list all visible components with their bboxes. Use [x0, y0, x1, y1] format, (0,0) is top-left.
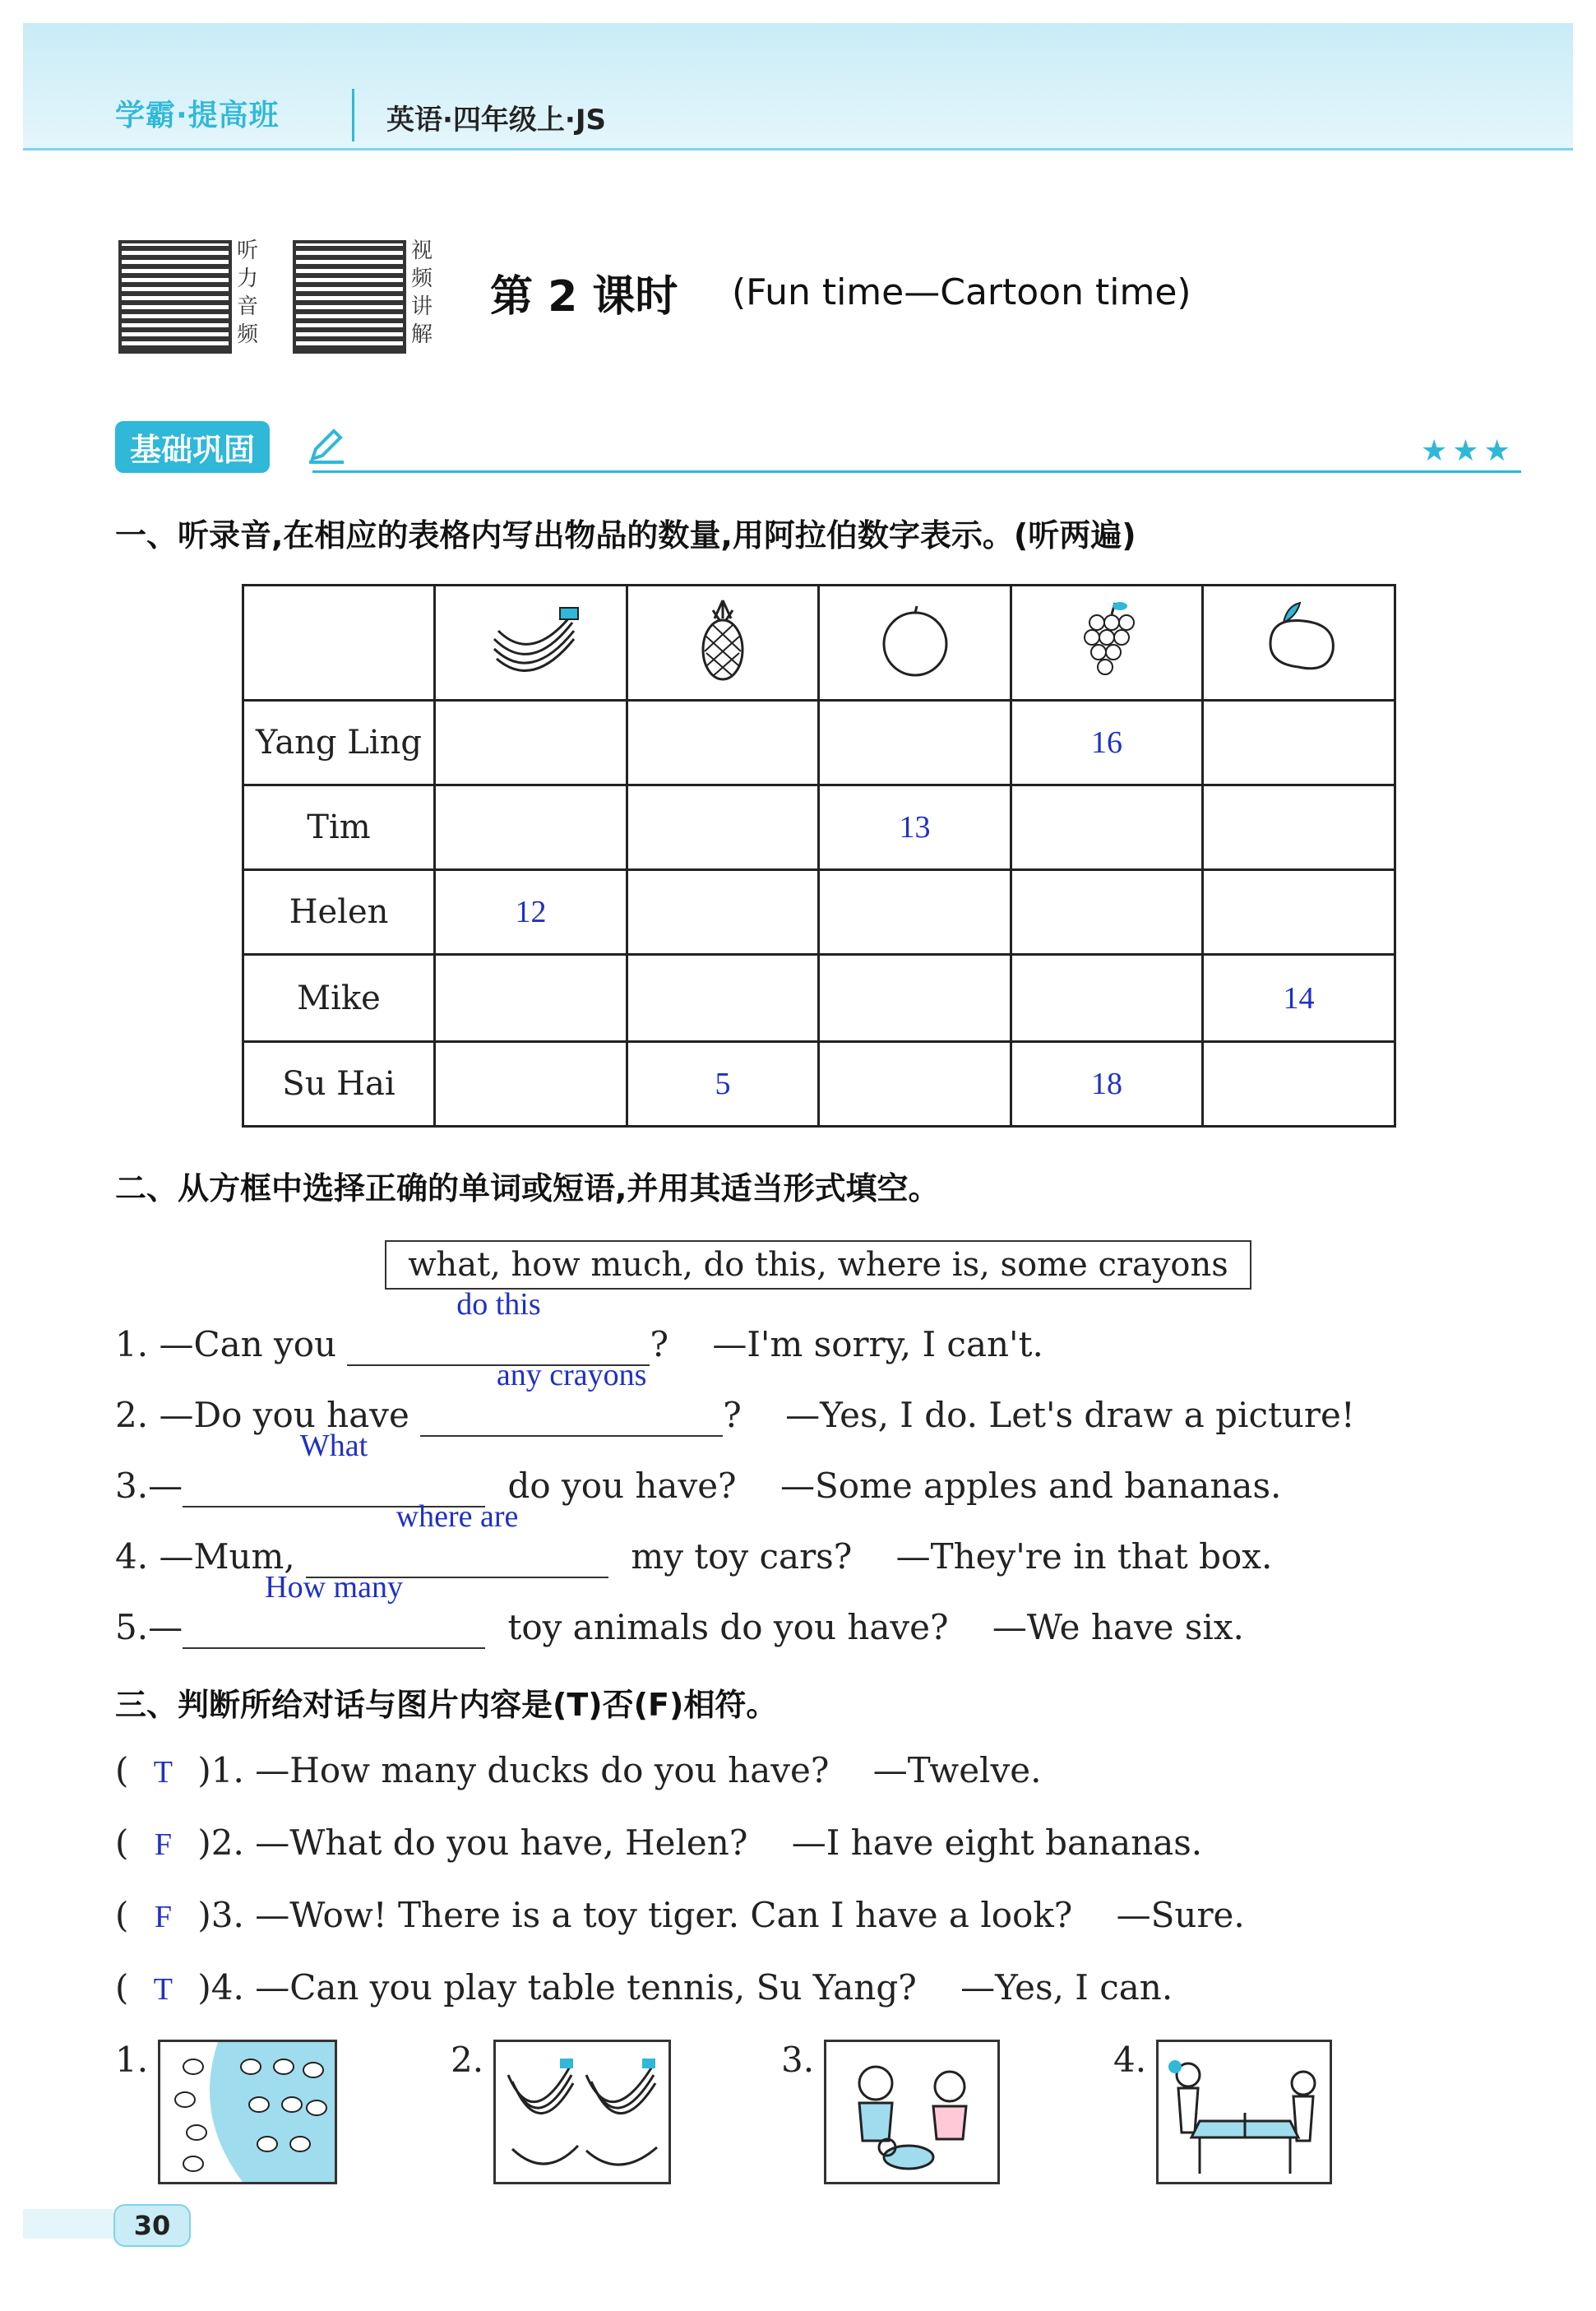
item-prompt: — — [148, 1607, 183, 1647]
answer-text: where are — [396, 1499, 519, 1534]
answer-cell[interactable]: 16 — [1011, 701, 1203, 785]
picture-number: 3. — [781, 2040, 815, 2080]
item-question: —Wow! There is a toy tiger. Can I have a look? — [255, 1895, 1073, 1935]
row-name: Mike — [243, 955, 435, 1042]
page-number: 30 — [113, 2204, 191, 2247]
answer-cell[interactable] — [819, 1042, 1011, 1127]
grapes-icon — [1074, 598, 1140, 680]
brand-logo: 学霸·提高班 — [115, 99, 280, 132]
table-row — [243, 1042, 1395, 1127]
column-bananas — [435, 586, 627, 701]
q3-heading: 三、判断所给对话与图片内容是(T)否(F)相符。 — [115, 1687, 778, 1723]
judge-answer[interactable]: T — [153, 1755, 173, 1790]
answer-cell[interactable] — [627, 955, 819, 1042]
column-mango — [1203, 586, 1395, 701]
item-suffix: my toy cars? — [631, 1536, 853, 1577]
qr-label-video: 视频讲解 — [411, 239, 433, 347]
lesson-subtitle: (Fun time—Cartoon time) — [732, 271, 1191, 313]
table-row — [243, 785, 1395, 870]
q3-item-2: ( F )2. —What do you have, Helen? —I have eight bananas. — [115, 1822, 1203, 1863]
answer-cell[interactable] — [1203, 701, 1395, 785]
row-name: Yang Ling — [243, 701, 435, 785]
ducks-illustration — [160, 2042, 335, 2182]
item-number: )1. — [197, 1750, 244, 1790]
item-number: 3. — [115, 1466, 149, 1506]
item-reply: —Twelve. — [872, 1750, 1042, 1790]
q2-heading: 二、从方框中选择正确的单词或短语,并用其适当形式填空。 — [115, 1170, 940, 1206]
item-reply: —We have six. — [992, 1607, 1244, 1647]
q2-item-5 — [115, 1570, 1244, 1649]
item-number: 2. — [115, 1395, 149, 1435]
column-orange — [819, 586, 1011, 701]
judge-answer[interactable]: T — [153, 1972, 173, 2007]
answer-cell[interactable]: 5 — [627, 1042, 819, 1127]
answer-cell[interactable] — [627, 785, 819, 870]
q3-item-1: ( T )1. —How many ducks do you have? —Twelve. — [115, 1750, 1042, 1790]
q1-heading: 一、听录音,在相应的表格内写出物品的数量,用阿拉伯数字表示。(听两遍) — [115, 517, 1136, 553]
picture-toy-tiger — [824, 2040, 1000, 2184]
row-name: Su Hai — [243, 1042, 435, 1127]
section-banner: 基础巩固 — [115, 421, 270, 473]
picture-table-tennis — [1156, 2040, 1332, 2184]
item-question: —How many ducks do you have? — [255, 1750, 830, 1790]
table-row — [243, 955, 1395, 1042]
item-number: )2. — [197, 1822, 244, 1863]
answer-cell[interactable] — [435, 785, 627, 870]
answer-text: What — [299, 1429, 368, 1463]
picture-number: 4. — [1113, 2040, 1147, 2080]
item-question: —Can you play table tennis, Su Yang? — [255, 1967, 917, 2008]
answer-cell[interactable] — [819, 955, 1011, 1042]
item-number: )4. — [197, 1967, 244, 2008]
q2-item-3 — [115, 1429, 1282, 1507]
answer-text: do this — [456, 1287, 541, 1322]
answer-cell[interactable] — [1203, 1042, 1395, 1127]
table-row — [243, 701, 1395, 785]
answer-cell[interactable] — [1011, 785, 1203, 870]
lesson-title: 第 2 课时 — [490, 272, 678, 322]
answer-cell[interactable] — [819, 701, 1011, 785]
item-number: 4. — [115, 1536, 149, 1577]
column-grapes — [1011, 586, 1203, 701]
answer-cell[interactable] — [1011, 870, 1203, 955]
answer-cell[interactable]: 14 — [1203, 955, 1395, 1042]
row-name: Helen — [243, 870, 435, 955]
item-reply: —Yes, I can. — [960, 1967, 1173, 2008]
judge-answer[interactable]: F — [154, 1900, 172, 1934]
answer-cell[interactable] — [1203, 785, 1395, 870]
item-reply: —Sure. — [1116, 1895, 1245, 1935]
answer-cell[interactable] — [1203, 870, 1395, 955]
answer-cell[interactable] — [435, 1042, 627, 1127]
item-prompt: —Can you — [159, 1324, 337, 1364]
item-suffix: ? — [650, 1324, 668, 1364]
judge-answer[interactable]: F — [154, 1827, 172, 1862]
book-info: 英语·四年级上·JS — [386, 104, 606, 137]
kids-and-toy-illustration — [826, 2042, 997, 2182]
item-reply: —I have eight bananas. — [791, 1822, 1203, 1863]
answer-cell[interactable] — [435, 955, 627, 1042]
item-reply: —Some apples and bananas. — [779, 1466, 1282, 1506]
item-reply: —Yes, I do. Let's draw a picture! — [785, 1395, 1355, 1435]
qr-code-video[interactable] — [293, 240, 406, 354]
item-number: 5. — [115, 1607, 149, 1647]
picture-number: 1. — [115, 2040, 149, 2080]
footer-band — [23, 2209, 113, 2239]
picture-ducks — [158, 2040, 337, 2184]
column-pineapple — [627, 586, 819, 701]
item-suffix: do you have? — [507, 1466, 737, 1506]
pencil-icon — [306, 424, 347, 465]
word-box: what, how much, do this, where is, some crayons — [385, 1240, 1251, 1290]
orange-icon — [874, 598, 956, 680]
item-prompt: — — [148, 1466, 183, 1506]
item-number: 1. — [115, 1324, 149, 1364]
item-suffix: toy animals do you have? — [507, 1607, 949, 1647]
answer-cell[interactable] — [627, 870, 819, 955]
table-row — [243, 870, 1395, 955]
qr-code-audio[interactable] — [118, 240, 232, 354]
q3-item-4: ( T )4. —Can you play table tennis, Su Yang? —Yes, I can. — [115, 1967, 1173, 2008]
bananas-illustration — [496, 2042, 668, 2182]
item-reply: —I'm sorry, I can't. — [712, 1324, 1043, 1364]
answer-cell[interactable] — [627, 701, 819, 785]
picture-number: 2. — [451, 2040, 484, 2080]
difficulty-stars: ★★★ — [1421, 434, 1515, 468]
banana-icon — [482, 598, 581, 680]
answer-text: any crayons — [496, 1358, 647, 1392]
table-tennis-illustration — [1159, 2042, 1330, 2182]
qr-label-audio: 听力音频 — [237, 239, 259, 347]
q3-item-3: ( F )3. —Wow! There is a toy tiger. Can I have a look? —Sure. — [115, 1895, 1245, 1935]
pineapple-icon — [690, 594, 756, 684]
brand-divider — [352, 89, 354, 141]
answer-text: How many — [265, 1570, 403, 1605]
item-number: )3. — [197, 1895, 244, 1935]
item-prompt: —Mum, — [159, 1536, 295, 1577]
mango-icon — [1254, 598, 1344, 680]
item-prompt: —Do you have — [159, 1395, 409, 1435]
item-question: —What do you have, Helen? — [255, 1822, 748, 1863]
answer-cell[interactable] — [819, 870, 1011, 955]
item-reply: —They're in that box. — [895, 1536, 1273, 1577]
table-header-row — [243, 586, 1395, 701]
row-name: Tim — [243, 785, 435, 870]
item-suffix: ? — [723, 1395, 742, 1435]
banner-underline — [312, 470, 1521, 473]
answer-blank[interactable] — [183, 1570, 485, 1649]
answer-cell[interactable] — [1011, 955, 1203, 1042]
fruit-count-table — [242, 584, 1396, 1128]
answer-cell[interactable]: 13 — [819, 785, 1011, 870]
picture-bananas — [493, 2040, 671, 2184]
table-corner-cell — [243, 586, 435, 701]
answer-cell[interactable]: 12 — [435, 870, 627, 955]
answer-cell[interactable] — [435, 701, 627, 785]
answer-cell[interactable]: 18 — [1011, 1042, 1203, 1127]
